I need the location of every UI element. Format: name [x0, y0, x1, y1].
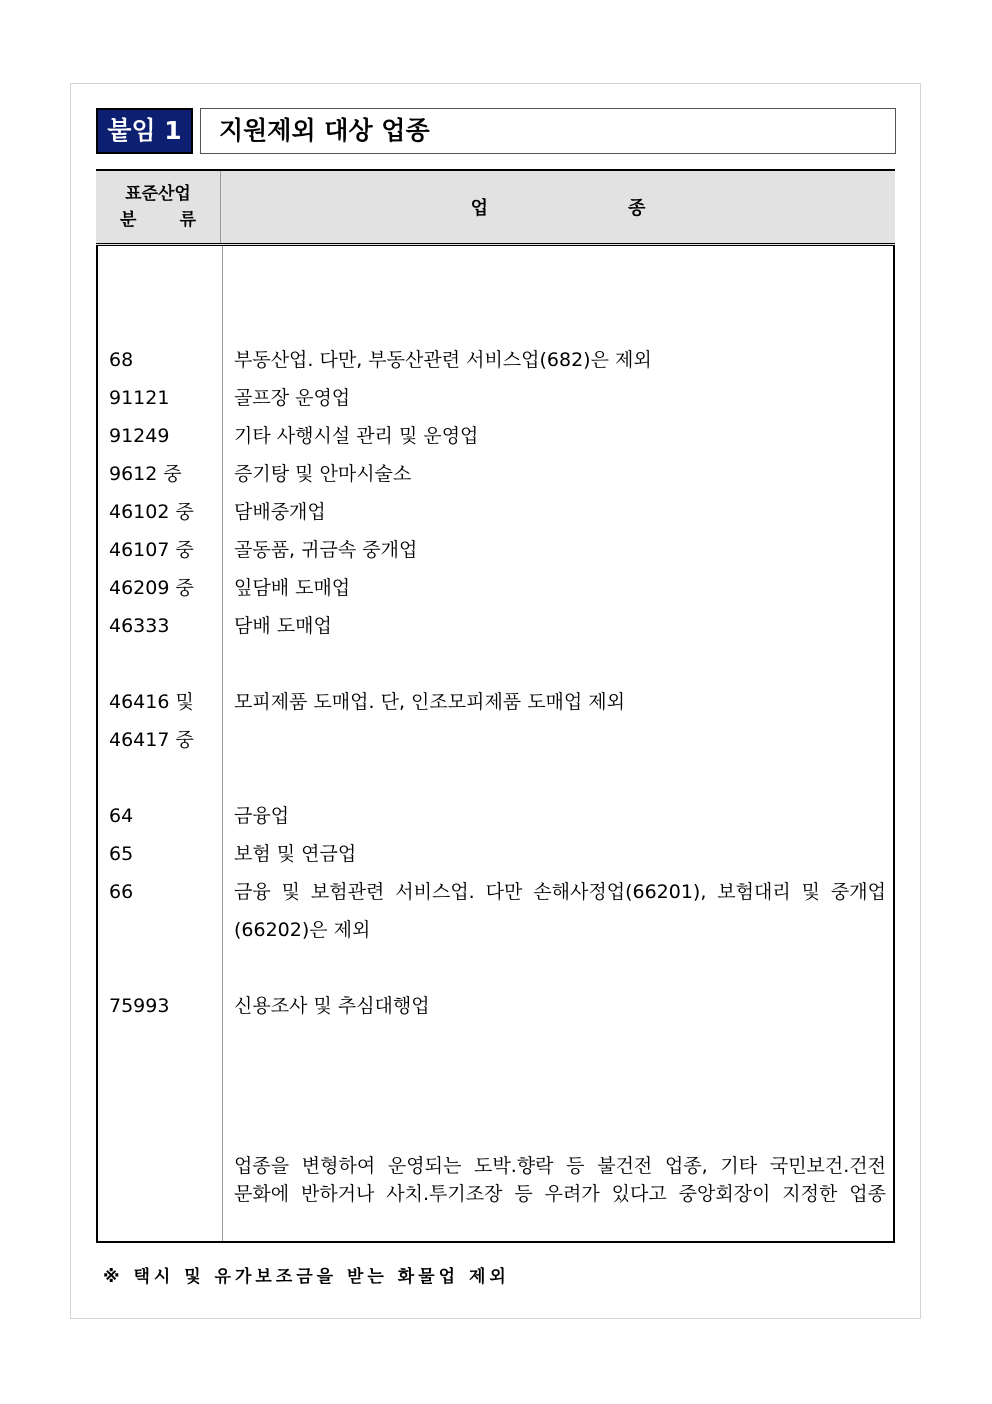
- extra-desc-line1: 업종을 변형하여 운영되는 도박.향락 등 불건전 업종, 기타 국민보건.건전: [234, 1155, 886, 1177]
- table-body: [96, 246, 895, 1243]
- row-code: 46416 및: [109, 691, 194, 713]
- row-desc: 모피제품 도매업. 단, 인조모피제품 도매업 제외: [234, 691, 626, 713]
- row-code: 46209 중: [109, 577, 194, 599]
- header-industry: [221, 171, 895, 243]
- header-industry-char2: 종: [628, 198, 646, 219]
- header-classification-char2: 류: [179, 210, 196, 230]
- row-code: 66: [109, 881, 134, 903]
- table-header: [96, 169, 895, 246]
- row-desc: 잎담배 도매업: [234, 577, 351, 599]
- row-desc: 보험 및 연금업: [234, 843, 357, 865]
- header-classification-char1: 분: [120, 210, 137, 230]
- row-code: 65: [109, 843, 134, 865]
- row-code: 91121: [109, 387, 170, 409]
- row-desc: 부동산업. 다만, 부동산관련 서비스업(682)은 제외: [234, 349, 652, 371]
- row-code: 46417 중: [109, 729, 194, 751]
- row-desc: 금융업: [234, 805, 290, 827]
- header-classification-line2: [96, 207, 220, 233]
- header-classification: [96, 171, 221, 243]
- header-classification-line1: 표준산업: [125, 184, 191, 204]
- row-desc: 골동품, 귀금속 중개업: [234, 539, 418, 561]
- row-code: 68: [109, 349, 134, 371]
- row-desc: 담배 도매업: [234, 615, 332, 637]
- row-code: 46107 중: [109, 539, 194, 561]
- row-desc: 금융 및 보험관련 서비스업. 다만 손해사정업(66201), 보험대리 및 중개업: [234, 881, 886, 903]
- row-code: 46333: [109, 615, 170, 637]
- row-code: 75993: [109, 995, 170, 1017]
- attachment-badge: 붙임 1: [96, 108, 193, 154]
- row-code: 91249: [109, 425, 170, 447]
- column-divider: [222, 246, 223, 1241]
- row-code: 64: [109, 805, 134, 827]
- extra-desc-line2: 문화에 반하거나 사치.투기조장 등 우려가 있다고 중앙회장이 지정한 업종: [234, 1183, 886, 1205]
- row-desc: 기타 사행시설 관리 및 운영업: [234, 425, 479, 447]
- row-code: 9612 중: [109, 463, 182, 485]
- footnote: ※ 택시 및 유가보조금을 받는 화물업 제외: [103, 1267, 510, 1287]
- document-title: 지원제외 대상 업종: [200, 108, 896, 154]
- row-desc: 담배중개업: [234, 501, 326, 523]
- row-desc: 증기탕 및 안마시술소: [234, 463, 412, 485]
- row-code: 46102 중: [109, 501, 194, 523]
- header-industry-char1: 업: [470, 198, 488, 219]
- row-desc: (66202)은 제외: [234, 919, 371, 941]
- row-desc: 신용조사 및 추심대행업: [234, 995, 430, 1017]
- row-desc: 골프장 운영업: [234, 387, 351, 409]
